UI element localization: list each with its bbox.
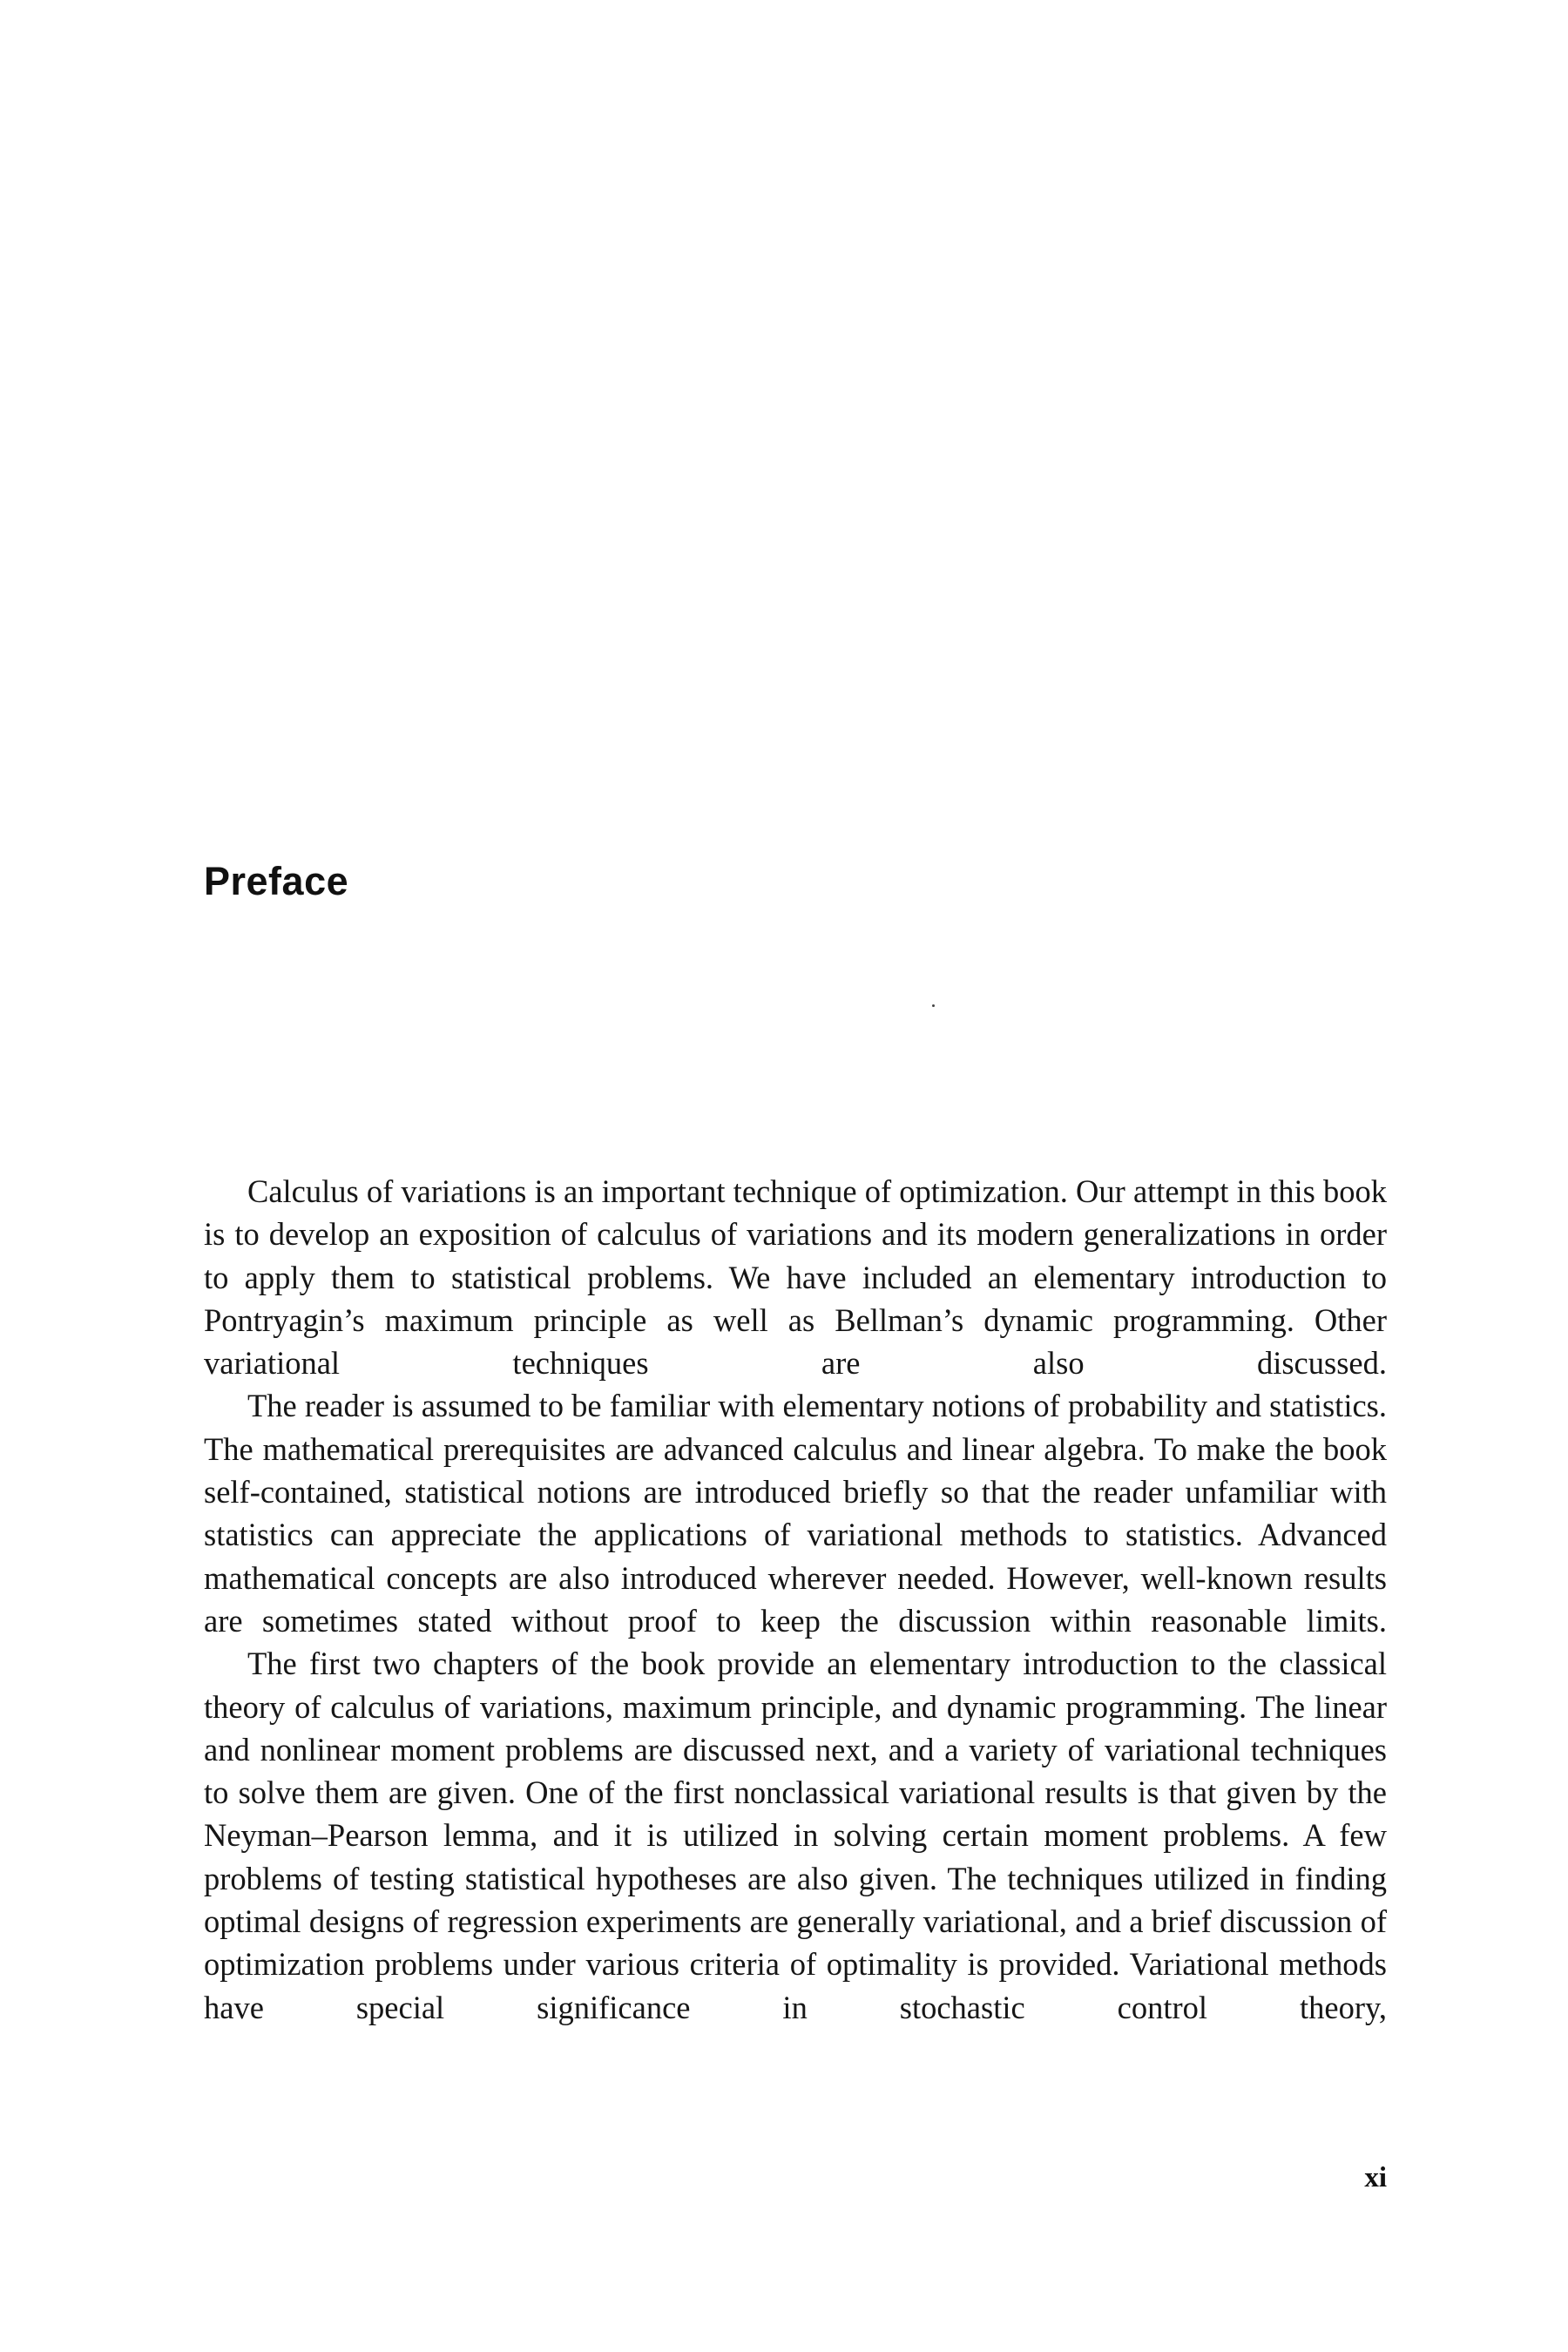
page-title: Preface bbox=[204, 859, 349, 903]
print-speck bbox=[932, 1004, 935, 1007]
paragraph-1: Calculus of variations is an important technique of optimization. Our attempt in this book is to develop an exposition of calculus of variations and its modern generalizations in order to apply them to statistical problems. We have included an elementary introduction to Pontryagin’s maximum principle as well as Bellman’s dynamic programming. Other variational techniques are also discussed. bbox=[204, 1173, 1387, 1382]
paragraph-2: The reader is assumed to be familiar with elementary notions of probability and statistics. The mathematical prerequisites are advanced calculus and linear algebra. To make the book self-contained, statistical notions are introduced briefly so that the reader unfamiliar with statistics can appreciate the applications of variational methods to statistics. Advanced mathematical concepts are also introduced wherever needed. However, well-known results are sometimes stated without proof to keep the discussion within reasonable limits. bbox=[204, 1388, 1387, 1639]
paragraph-3: The first two chapters of the book provide an elementary introduction to the classical theory of calculus of variations, maximum principle, and dynamic programming. The linear and nonlinear moment problems are discussed next, and a variety of variational techniques to solve them are given. One of the first nonclassical variational results is that given by the Neyman–Pearson lemma, and it is utilized in solving certain moment problems. A few problems of testing statistical hypotheses are also given. The techniques utilized in finding optimal designs of regression experiments are generally variational, and a brief discussion of optimization problems under various criteria of optimality is provided. Variational methods have special significance in stochastic control theory, bbox=[204, 1646, 1387, 2025]
preface-body bbox=[204, 1170, 1387, 2029]
page-number: xi bbox=[1364, 2162, 1387, 2193]
